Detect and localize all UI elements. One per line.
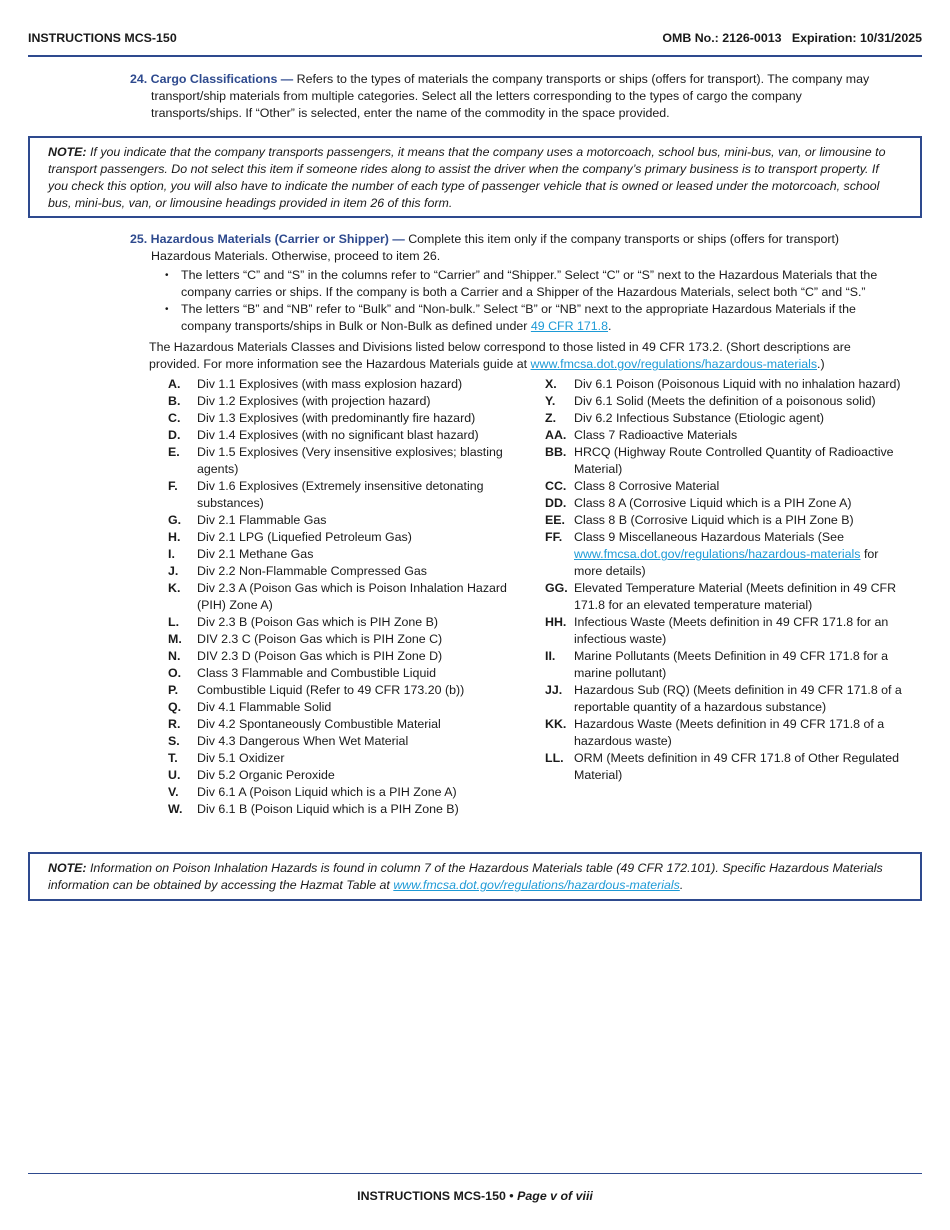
- haz-item: [545, 648, 910, 682]
- haz-code: EE.: [545, 513, 565, 527]
- haz-desc: Div 4.2 Spontaneously Combustible Material: [197, 717, 441, 731]
- footer-rule: [28, 1173, 922, 1174]
- haz-code: Z.: [545, 411, 557, 425]
- page-number: Page v of viii: [517, 1189, 593, 1203]
- haz-item: [168, 546, 523, 563]
- haz-code: U.: [168, 768, 181, 782]
- haz-item: [168, 580, 523, 614]
- haz-item: [545, 512, 910, 529]
- haz-desc: Div 2.1 Flammable Gas: [197, 513, 327, 527]
- haz-item: [168, 733, 523, 750]
- haz-desc: Class 8 B (Corrosive Liquid which is a PIH Zone B): [574, 513, 854, 527]
- haz-desc: Hazardous Sub (RQ) (Meets definition in 49 CFR 171.8 of a reportable quantity of a hazardous substance): [574, 683, 902, 714]
- haz-code: X.: [545, 377, 557, 391]
- haz-code: I.: [168, 547, 175, 561]
- haz-code: G.: [168, 513, 182, 527]
- haz-item: [168, 750, 523, 767]
- item-24: [130, 71, 890, 122]
- header-expiration: Expiration: 10/31/2025: [791, 31, 922, 45]
- haz-item: [168, 784, 523, 801]
- haz-code: V.: [168, 785, 179, 799]
- haz-desc: Div 5.1 Oxidizer: [197, 751, 285, 765]
- haz-item: [545, 716, 910, 750]
- item-25-text: Complete this item only if the company transports or ships (offers for transport) Hazardous Materials. Otherwise, proceed to item 26.: [151, 232, 840, 263]
- haz-code: W.: [168, 802, 183, 816]
- note-passengers: [28, 136, 922, 218]
- note-label: NOTE:: [48, 145, 87, 159]
- haz-code: GG.: [545, 581, 568, 595]
- haz-item: [545, 750, 910, 784]
- haz-item: [168, 631, 523, 648]
- note-poison-inhalation: NOTE: Information on Poison Inhalation Hazards is found in column 7 of the Hazardous Materials table (49 CFR 172.101). Specific Hazardous Materials information can be obtained by accessing the Hazmat Table at www.fmcsa.dot.gov/regulations/hazardous-materials.: [28, 852, 922, 901]
- haz-item: [545, 478, 910, 495]
- haz-classes-intro: The Hazardous Materials Classes and Divisions listed below correspond to those listed in 49 CFR 173.2. (Short descriptions are provided. For more information see the Hazardous Materials guide at www.fmcsa.dot.gov/regulations/hazardous-materials.): [149, 340, 851, 371]
- note-label: NOTE:: [48, 861, 87, 875]
- haz-code: C.: [168, 411, 181, 425]
- haz-item: [545, 393, 910, 410]
- haz-desc: DIV 2.3 D (Poison Gas which is PIH Zone D): [197, 649, 443, 663]
- haz-item: [168, 563, 523, 580]
- haz-desc: Div 1.3 Explosives (with predominantly fire hazard): [197, 411, 476, 425]
- haz-desc: Infectious Waste (Meets definition in 49 CFR 171.8 for an infectious waste): [574, 615, 889, 646]
- haz-code: S.: [168, 734, 180, 748]
- haz-code: H.: [168, 530, 181, 544]
- haz-item: [168, 529, 523, 546]
- hazmat-link[interactable]: www.fmcsa.dot.gov/regulations/hazardous-materials: [574, 547, 861, 561]
- haz-code: K.: [168, 581, 181, 595]
- haz-desc: Div 4.1 Flammable Solid: [197, 700, 332, 714]
- haz-code: FF.: [545, 530, 563, 544]
- haz-item: [168, 699, 523, 716]
- haz-desc: Div 6.1 Solid (Meets the definition of a poisonous solid): [574, 394, 876, 408]
- haz-item: [168, 376, 523, 393]
- haz-item: [168, 614, 523, 631]
- haz-desc: Hazardous Waste (Meets definition in 49 CFR 171.8 of a hazardous waste): [574, 717, 885, 748]
- haz-desc: Class 8 Corrosive Material: [574, 479, 720, 493]
- haz-code: DD.: [545, 496, 567, 510]
- header-omb-number: OMB No.: 2126-0013: [662, 31, 782, 45]
- hazmat-guide-link[interactable]: www.fmcsa.dot.gov/regulations/hazardous-materials: [530, 357, 818, 371]
- haz-code: II.: [545, 649, 556, 663]
- item-24-text: Refers to the types of materials the company transports or ships (offers for transport). The company may transport/ship materials from multiple categories. Select all the letters corresponding to the types of cargo the company transports/ships. If “Other” is selected, enter the name of the commodity in the space provided.: [151, 72, 870, 120]
- hazmat-table-link[interactable]: www.fmcsa.dot.gov/regulations/hazardous-materials: [393, 878, 680, 892]
- haz-desc: Div 1.4 Explosives (with no significant blast hazard): [197, 428, 479, 442]
- haz-item: [545, 444, 910, 478]
- haz-code: A.: [168, 377, 181, 391]
- haz-desc: HRCQ (Highway Route Controlled Quantity of Radioactive Material): [574, 445, 894, 476]
- haz-code: Q.: [168, 700, 182, 714]
- haz-code: JJ.: [545, 683, 563, 697]
- haz-item: [545, 529, 910, 580]
- haz-item: [168, 444, 523, 478]
- haz-code: R.: [168, 717, 181, 731]
- haz-code: HH.: [545, 615, 567, 629]
- haz-code: O.: [168, 666, 182, 680]
- haz-item: [168, 665, 523, 682]
- haz-item: [168, 648, 523, 665]
- note-text: If you indicate that the company transports passengers, it means that the company uses a motorcoach, school bus, mini-bus, van, or limousine to transport passengers. Do not select this item if someone rides along to assist the driver when the company’s primary business is to transport property. If you check this option, you will also have to indicate the number of each type of passenger vehicle that is owned or leased under the motorcoach, school bus, mini-bus, van, or limousine headings provided in item 26 of this form.: [48, 145, 886, 210]
- haz-desc: Class 8 A (Corrosive Liquid which is a PIH Zone A): [574, 496, 852, 510]
- haz-item: [168, 427, 523, 444]
- haz-code: B.: [168, 394, 181, 408]
- haz-item: [168, 410, 523, 427]
- haz-code: KK.: [545, 717, 567, 731]
- haz-desc: Div 1.1 Explosives (with mass explosion hazard): [197, 377, 463, 391]
- haz-desc: ORM (Meets definition in 49 CFR 171.8 of Other Regulated Material): [574, 751, 900, 782]
- haz-desc: Div 6.1 B (Poison Liquid which is a PIH Zone B): [197, 802, 459, 816]
- haz-code: F.: [168, 479, 178, 493]
- item-25: [130, 231, 890, 265]
- haz-code: N.: [168, 649, 181, 663]
- haz-code: D.: [168, 428, 181, 442]
- haz-item: [545, 580, 910, 614]
- haz-desc: Div 2.3 B (Poison Gas which is PIH Zone B): [197, 615, 439, 629]
- haz-item: [168, 767, 523, 784]
- haz-desc: Div 2.1 LPG (Liquefied Petroleum Gas): [197, 530, 412, 544]
- header-omb-info: [662, 30, 922, 46]
- haz-desc: Div 5.2 Organic Peroxide: [197, 768, 335, 782]
- haz-code: CC.: [545, 479, 567, 493]
- haz-desc: Div 6.1 Poison (Poisonous Liquid with no inhalation hazard): [574, 377, 901, 391]
- item-25-title: 25. Hazardous Materials (Carrier or Shipper) —: [130, 232, 405, 246]
- page-footer: INSTRUCTIONS MCS-150 • Page v of viii: [357, 1189, 593, 1203]
- haz-item: [168, 393, 523, 410]
- haz-list-left: [168, 376, 523, 818]
- haz-desc: Class 3 Flammable and Combustible Liquid: [197, 666, 436, 680]
- haz-desc: Div 6.2 Infectious Substance (Etiologic agent): [574, 411, 825, 425]
- haz-code: AA.: [545, 428, 567, 442]
- haz-code: T.: [168, 751, 178, 765]
- haz-desc: Class 7 Radioactive Materials: [574, 428, 738, 442]
- haz-desc: Div 6.1 A (Poison Liquid which is a PIH Zone A): [197, 785, 457, 799]
- haz-item: [545, 410, 910, 427]
- haz-item: [545, 376, 910, 393]
- haz-item: [168, 682, 523, 699]
- haz-item: [168, 716, 523, 733]
- haz-item: [545, 614, 910, 648]
- haz-item: [545, 427, 910, 444]
- haz-code: P.: [168, 683, 179, 697]
- haz-code: M.: [168, 632, 182, 646]
- haz-desc: Div 2.1 Methane Gas: [197, 547, 314, 561]
- haz-desc: Div 1.2 Explosives (with projection hazard): [197, 394, 431, 408]
- footer-form-name: INSTRUCTIONS MCS-150: [357, 1189, 506, 1203]
- haz-desc: Elevated Temperature Material (Meets definition in 49 CFR 171.8 for an elevated temperature material): [574, 581, 897, 612]
- header-rule: [28, 55, 922, 57]
- item-24-title: 24. Cargo Classifications —: [130, 72, 294, 86]
- haz-code: E.: [168, 445, 180, 459]
- haz-desc: Div 4.3 Dangerous When Wet Material: [197, 734, 409, 748]
- haz-desc: Div 2.2 Non-Flammable Compressed Gas: [197, 564, 427, 578]
- haz-desc: Combustible Liquid (Refer to 49 CFR 173.20 (b)): [197, 683, 465, 697]
- haz-desc: DIV 2.3 C (Poison Gas which is PIH Zone C): [197, 632, 443, 646]
- haz-desc: Div 1.5 Explosives (Very insensitive explosives; blasting agents): [197, 445, 503, 476]
- haz-desc: Div 2.3 A (Poison Gas which is Poison Inhalation Hazard (PIH) Zone A): [197, 581, 507, 612]
- item-25-bullets: [165, 267, 905, 335]
- header-form-name: INSTRUCTIONS MCS-150: [28, 31, 177, 45]
- haz-desc: Marine Pollutants (Meets Definition in 49 CFR 171.8 for a marine pollutant): [574, 649, 889, 680]
- haz-item: [545, 495, 910, 512]
- haz-code: BB.: [545, 445, 567, 459]
- bullet-carrier-shipper: • The letters “C” and “S” in the columns refer to “Carrier” and “Shipper.” Select “C” or “S” next to the Hazardous Materials that the company carries or ships. If the company is both a Carrier and a Shipper of the Hazardous Materials, select both “C” and “S.”: [165, 267, 905, 301]
- note-text: Information on Poison Inhalation Hazards is found in column 7 of the Hazardous Materials table (49 CFR 172.101). Specific Hazardous Materials information can be obtained by accessing the Hazmat Table at: [48, 861, 883, 892]
- haz-code: J.: [168, 564, 179, 578]
- page-header: [28, 30, 922, 46]
- haz-code: LL.: [545, 751, 564, 765]
- haz-list-right: [545, 376, 910, 784]
- haz-code: L.: [168, 615, 180, 629]
- haz-code: Y.: [545, 394, 556, 408]
- haz-item: [168, 478, 523, 512]
- haz-desc: Div 1.6 Explosives (Extremely insensitive detonating substances): [197, 479, 484, 510]
- cfr-171-8-link[interactable]: 49 CFR 171.8: [530, 319, 609, 333]
- haz-desc: Class 9 Miscellaneous Hazardous Materials (See www.fmcsa.dot.gov/regulations/hazardous-materials for more details): [574, 530, 879, 578]
- bullet-bulk-nonbulk: • The letters “B” and “NB” refer to “Bulk” and “Non-bulk.” Select “B” or “NB” next to the appropriate Hazardous Materials if the company transports/ships in Bulk or Non-Bulk as defined under 49 CFR 171.8.: [165, 301, 905, 335]
- haz-item: [168, 801, 523, 818]
- haz-item: [545, 682, 910, 716]
- haz-item: [168, 512, 523, 529]
